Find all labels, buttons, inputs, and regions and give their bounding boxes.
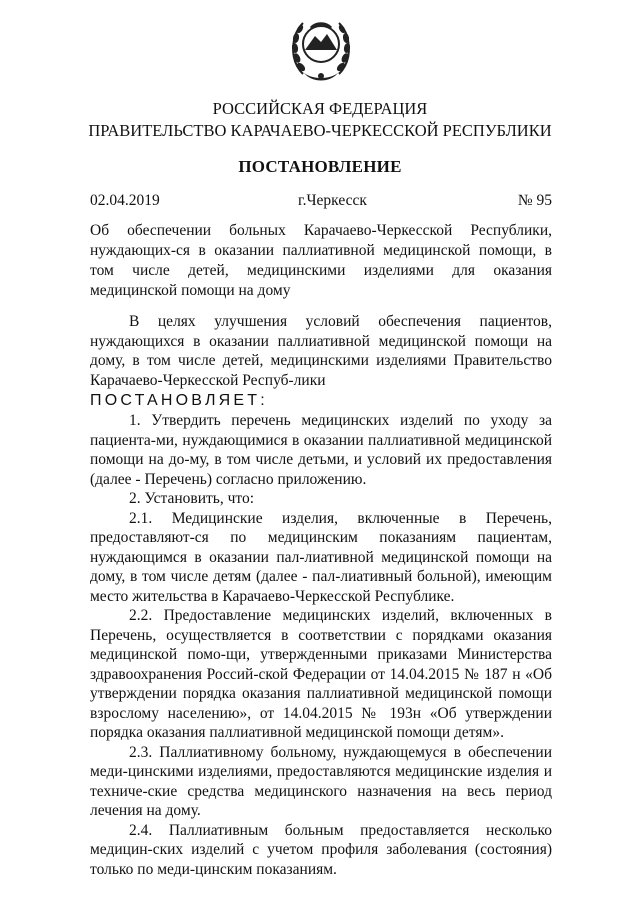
document-body bbox=[90, 312, 552, 879]
coat-of-arms-icon bbox=[289, 14, 353, 82]
document-subject: Об обеспечении больных Карачаево-Черкесской Республики, нуждающих-ся в оказании паллиативной медицинской помощи, в том числе детей, медицинскими изделиями для оказания медицинской помощи на дому bbox=[90, 222, 552, 299]
paragraph-2-2: 2.2. Предоставление медицинских изделий, включенных в Перечень, осуществляется в соответствии с порядками оказания медицинской помо-щи, утвержденными приказами Министерства здравоохранения Россий-ской Федерации от 14.04.2015 № 187 н «Об утверждении порядка оказания паллиативной медицинской помощи взрослому населению», от 14.04.2015 № 193н «Об утверждении порядка оказания паллиативной медицинской помощи детям». bbox=[90, 607, 552, 741]
document-city: г.Черкесск bbox=[298, 192, 367, 209]
document-number: № 95 bbox=[517, 192, 552, 209]
intro-paragraph: В целях улучшения условий обеспечения пациентов, нуждающихся в оказании паллиативной медицинской помощи на дому, в том числе детей, медицинскими изделиями Правительство Карачаево-Черкесской Респуб-лики bbox=[90, 313, 552, 389]
document-date: 02.04.2019 bbox=[90, 192, 160, 209]
paragraph-2: 2. Установить, что: bbox=[129, 490, 255, 507]
document-meta bbox=[90, 192, 552, 212]
paragraph-1: 1. Утвердить перечень медицинских изделий по уходу за пациента-ми, нуждающимися в оказании паллиативной медицинской помощи на до-му, в том числе детьми, и условий их предоставления (далее - Перечень) согласно приложению. bbox=[90, 412, 552, 488]
paragraph-2-4: 2.4. Паллиативным больным предоставляется несколько медицин-ских изделий с учетом профиля заболевания (состояния) только по меди-цинским показаниям. bbox=[90, 821, 552, 878]
country-name: РОССИЙСКАЯ ФЕДЕРАЦИЯ bbox=[212, 99, 428, 118]
paragraph-2-3: 2.3. Паллиативному больному, нуждающемуся в обеспечении меди-цинскими изделиями, предоставляются медицинские изделия и техниче-ские средства медицинского назначения на весь период лечения на дому. bbox=[90, 743, 552, 819]
paragraph-2-1: 2.1. Медицинские изделия, включенные в Перечень, предоставляют-ся по медицинским показаниям пациентам, нуждающимся в оказании пал-лиативной медицинской помощи на дому, в том числе детям (далее - пал-лиативный больной), имеющим место жительства в Карачаево-Черкесской Республике. bbox=[90, 509, 552, 605]
government-heading bbox=[0, 98, 640, 142]
resolve-heading: ПОСТАНОВЛЯЕТ: bbox=[90, 392, 268, 409]
government-name: ПРАВИТЕЛЬСТВО КАРАЧАЕВО-ЧЕРКЕССКОЙ РЕСПУБЛИКИ bbox=[88, 121, 552, 140]
document-type: ПОСТАНОВЛЕНИЕ bbox=[238, 157, 402, 176]
